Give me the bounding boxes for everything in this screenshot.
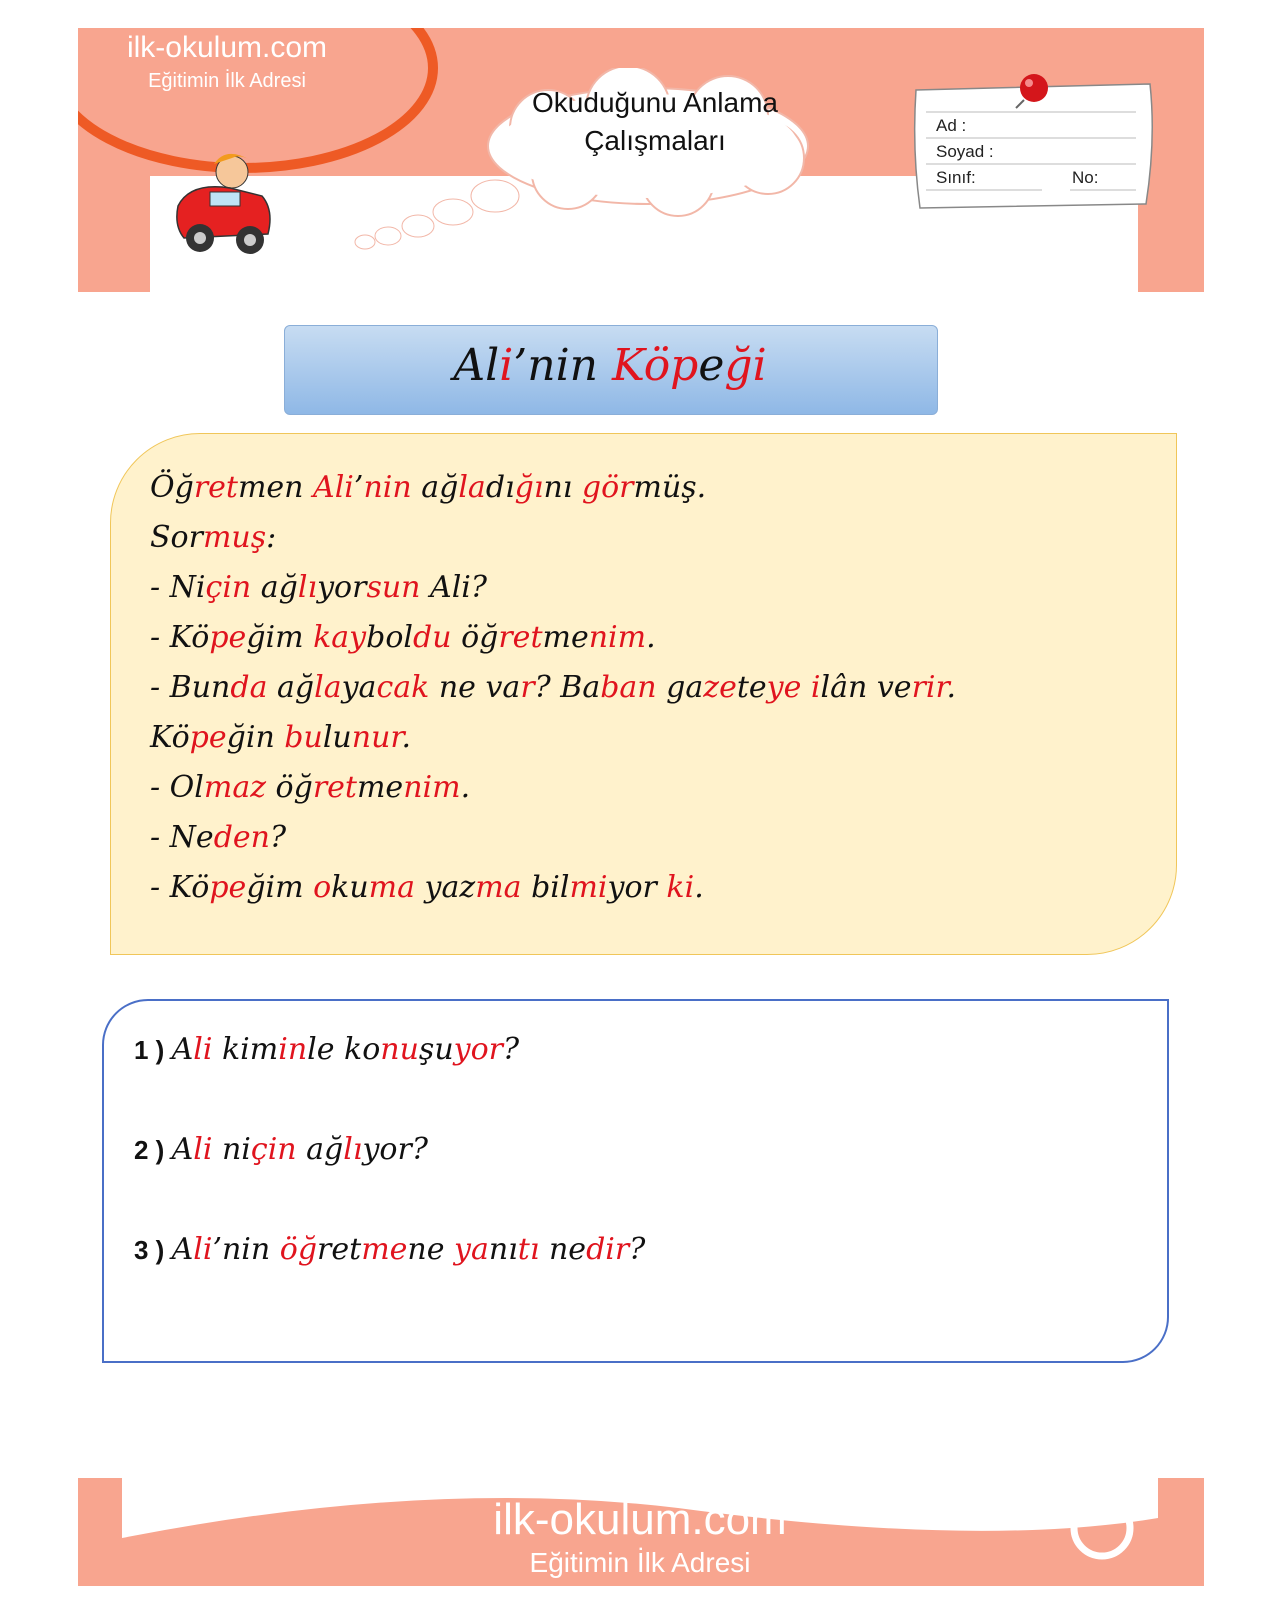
number-label: No: [1072, 168, 1099, 187]
syllable: Kö [150, 720, 190, 755]
syllable [801, 670, 811, 705]
syllable-red: ği [724, 340, 767, 391]
syllable: öğ [266, 770, 313, 805]
syllable-red: nu [380, 1032, 419, 1067]
syllable-red: ban [600, 670, 657, 705]
syllable: ret [317, 1232, 362, 1267]
syllable: ne [407, 1232, 455, 1267]
syllable-red: i [499, 340, 514, 391]
syllable-red: pe [209, 620, 247, 655]
syllable: va [485, 670, 521, 705]
syllable-red: rir [911, 670, 947, 705]
syllable: - Ne [150, 820, 214, 855]
syllable-red: kay [313, 620, 367, 655]
syllable: ağ [411, 470, 459, 505]
syllable-red: ret [498, 620, 543, 655]
syllable: - Ni [150, 570, 206, 605]
syllable-red: da [230, 670, 268, 705]
syllable: bol [366, 620, 413, 655]
syllable-red: çin [205, 570, 252, 605]
syllable: - Ol [150, 770, 204, 805]
syllable: Al [453, 340, 500, 391]
story-line [150, 820, 286, 855]
syllable-red: la [458, 470, 486, 505]
syllable: e [698, 340, 725, 391]
syllable-red: mi [569, 870, 608, 905]
header-site-name: ilk-okulum.com [126, 31, 328, 64]
syllable-red: sun [366, 570, 421, 605]
syllable-red: ya [454, 1232, 489, 1267]
story-title [284, 340, 936, 391]
syllable: yor? [362, 1132, 428, 1167]
syllable: lu [322, 720, 352, 755]
syllable: ğim [246, 620, 314, 655]
syllable: öğ [451, 620, 499, 655]
syllable-red: tı [517, 1232, 540, 1267]
syllable: kim [212, 1032, 279, 1067]
syllable: yor [317, 570, 367, 605]
question-item [134, 1232, 645, 1267]
syllable-red: pe [189, 720, 227, 755]
syllable-red: muş [202, 520, 267, 555]
syllable-red: nim [588, 620, 647, 655]
syllable: . [946, 670, 957, 705]
footer-site-name: ilk-okulum.com [493, 1495, 787, 1544]
syllable: - Bun [150, 670, 231, 705]
syllable: ğim [246, 870, 314, 905]
syllable-red: Köp [612, 340, 699, 391]
syllable-red: lı [343, 1132, 363, 1167]
story-line [150, 620, 656, 655]
syllable: ni [212, 1132, 251, 1167]
syllable-red: li [193, 1232, 213, 1267]
syllable: - Kö [150, 870, 210, 905]
syllable-red: çin [250, 1132, 297, 1167]
syllable: ne [539, 1232, 587, 1267]
syllable: ğin [226, 720, 285, 755]
pushpin-icon [1010, 68, 1054, 112]
syllable-red: nin [363, 470, 412, 505]
syllable-red: nim [403, 770, 461, 805]
syllable: - Kö [150, 620, 210, 655]
syllable-red: ret [312, 770, 357, 805]
syllable-red: gör [581, 470, 634, 505]
syllable-red: in [278, 1032, 308, 1067]
class-label: Sınıf: [936, 168, 976, 187]
syllable-red: pe [209, 870, 247, 905]
syllable-red: me [361, 1232, 408, 1267]
syllable: nı [543, 470, 582, 505]
syllable: ? [503, 1032, 520, 1067]
name-label: Ad : [936, 116, 967, 135]
syllable-red: ki [666, 870, 695, 905]
story-line [150, 670, 956, 705]
syllable: A [171, 1232, 194, 1267]
car-illustration [170, 146, 280, 266]
syllable: ağ [267, 670, 315, 705]
footer-slogan: Eğitimin İlk Adresi [529, 1547, 751, 1578]
syllable: müş. [633, 470, 707, 505]
syllable-red: ye [766, 670, 802, 705]
syllable: Ali? [420, 570, 487, 605]
syllable-red: ma [475, 870, 522, 905]
syllable: bil [521, 870, 570, 905]
syllable-red: lı [297, 570, 318, 605]
syllable: me [356, 770, 404, 805]
story-line [150, 570, 487, 605]
syllable-red: r [520, 670, 535, 705]
syllable: Sor [150, 520, 203, 555]
question-number: 1 ) [134, 1035, 172, 1065]
syllable-red: den [213, 820, 270, 855]
syllable: dı [485, 470, 515, 505]
syllable: ve [876, 670, 912, 705]
syllable-red: dir [586, 1232, 630, 1267]
syllable-red: öğ [279, 1232, 318, 1267]
syllable-red: li [193, 1132, 213, 1167]
syllable: . [401, 720, 411, 755]
student-info-card [910, 80, 1160, 212]
syllable-red: du [413, 620, 452, 655]
story-line [150, 470, 706, 505]
syllable: ’nin [212, 1232, 280, 1267]
syllable: le ko [307, 1032, 381, 1067]
syllable-red: Ali [313, 470, 354, 505]
syllable-red: cak [376, 670, 430, 705]
syllable: ağ [296, 1132, 344, 1167]
syllable: ’nin [513, 340, 612, 391]
thought-bubbles [273, 168, 523, 268]
syllable: A [171, 1132, 194, 1167]
syllable: ku [331, 870, 369, 905]
syllable: ’ [353, 470, 364, 505]
syllable-red: maz [203, 770, 267, 805]
syllable: nı [488, 1232, 518, 1267]
syllable: lân [820, 670, 877, 705]
story-line [150, 770, 470, 805]
question-number: 2 ) [134, 1135, 172, 1165]
worksheet-title-line2: Çalışmaları [584, 125, 726, 156]
syllable-red: i [810, 670, 821, 705]
syllable: ağ [251, 570, 298, 605]
syllable-red: yor [453, 1032, 503, 1067]
syllable-red: li [193, 1032, 213, 1067]
syllable-red: ğı [514, 470, 544, 505]
story-line [150, 720, 411, 755]
syllable: Öğ [150, 470, 194, 505]
syllable-red: ze [703, 670, 737, 705]
syllable-red: nur [351, 720, 402, 755]
surname-label: Soyad : [936, 142, 994, 161]
syllable: ? Ba [534, 670, 601, 705]
syllable: . [694, 870, 704, 905]
worksheet-title-line1: Okuduğunu Anlama [532, 87, 778, 118]
syllable: ya [341, 670, 377, 705]
worksheet-title [490, 84, 820, 160]
story-line [150, 520, 276, 555]
syllable: ne [429, 670, 486, 705]
syllable: ga [656, 670, 704, 705]
syllable-red: o [313, 870, 332, 905]
syllable: men [237, 470, 314, 505]
syllable: ? [269, 820, 287, 855]
question-item [134, 1032, 519, 1067]
story-line [150, 870, 704, 905]
syllable-red: bu [284, 720, 323, 755]
syllable-red: ma [368, 870, 416, 905]
syllable: me [542, 620, 589, 655]
syllable: şu [418, 1032, 454, 1067]
syllable: : [266, 520, 277, 555]
header-slogan: Eğitimin İlk Adresi [148, 70, 306, 92]
syllable: yor [607, 870, 667, 905]
question-number: 3 ) [134, 1235, 172, 1265]
syllable: . [460, 770, 471, 805]
syllable: ? [629, 1232, 646, 1267]
syllable-red: ret [193, 470, 238, 505]
syllable-red: la [314, 670, 342, 705]
syllable: A [171, 1032, 194, 1067]
syllable: . [646, 620, 656, 655]
question-item [134, 1132, 428, 1167]
syllable: te [736, 670, 767, 705]
syllable: yaz [415, 870, 476, 905]
